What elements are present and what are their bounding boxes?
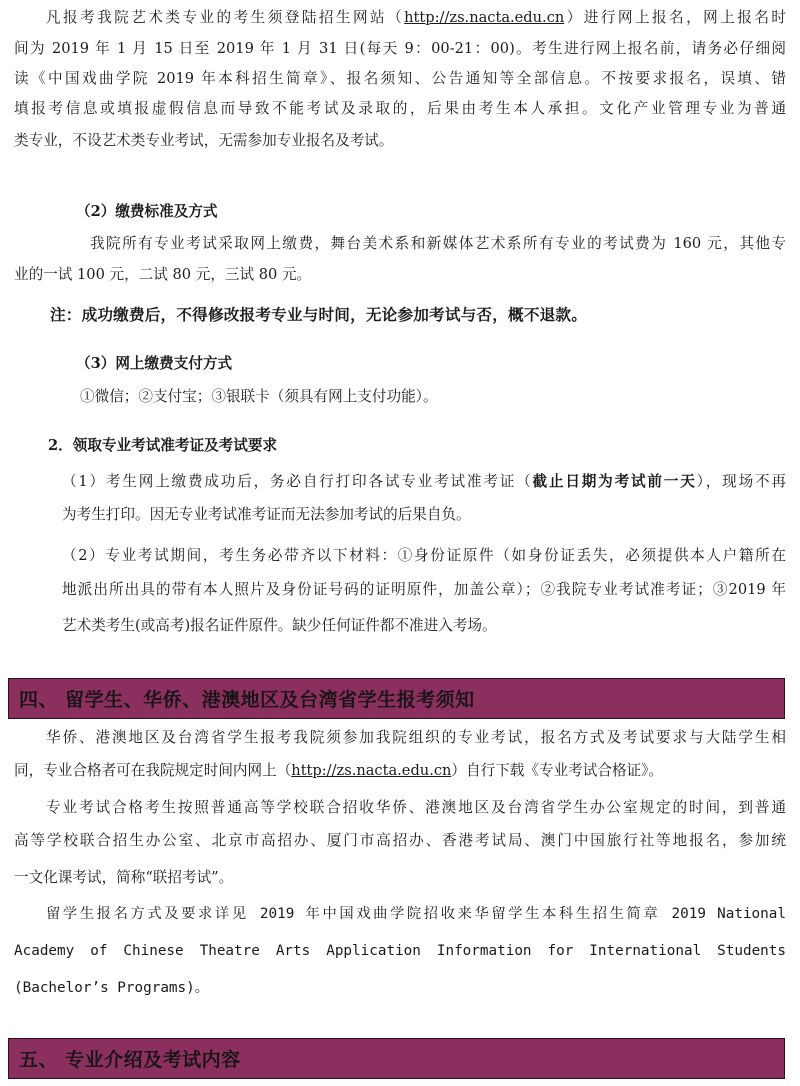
registration-paragraph-line-5: 类专业，不设艺术类专业考试，无需参加专业报名及考试。 bbox=[14, 132, 394, 149]
fee-paragraph-line-1: 我院所有专业考试采取网上缴费，舞台美术系和新媒体艺术系所有专业的考试费为 160 元，其他专 bbox=[90, 235, 786, 252]
payment-methods: ①微信；②支付宝；③银联卡（须具有网上支付功能）。 bbox=[80, 388, 438, 405]
registration-paragraph-line-4: 填报考信息或填报虚假信息而导致不能考试及录取的，后果由考生本人承担。文化产业管理专业为普通 bbox=[14, 100, 786, 117]
ticket-deadline-emphasis: 截止日期为考试前一天 bbox=[532, 473, 697, 490]
payment-heading: （3）网上缴费支付方式 bbox=[76, 355, 233, 372]
registration-paragraph-line-3: 读《中国戏曲学院 2019 年本科招生简章》、报名须知、公告通知等全部信息。不按要求报名，误填、错 bbox=[14, 70, 786, 87]
registration-paragraph-line-2: 间为 2019 年 1 月 15 日至 2019 年 1 月 31 日(每天 9：00-21：00)。考生进行网上报名前，请务必仔细阅 bbox=[14, 40, 786, 57]
certificate-download-link[interactable]: http://zs.nacta.edu.cn bbox=[291, 762, 452, 779]
section-four-header-bar bbox=[8, 678, 785, 719]
international-paragraph-line-2: Academy of Chinese Theatre Arts Application Information for International Students bbox=[14, 943, 786, 959]
international-paragraph-line-3: (Bachelor’s Programs)。 bbox=[14, 980, 210, 996]
fee-paragraph-line-2: 业的一试 100 元，二试 80 元，三试 80 元。 bbox=[14, 266, 312, 283]
registration-paragraph-line-1: 凡报考我院艺术类专业的考生须登陆招生网站（http://zs.nacta.edu.cn）进行网上报名，网上报名时 bbox=[46, 9, 786, 26]
overseas-paragraph-1-line-2: 同，专业合格者可在我院规定时间内网上（http://zs.nacta.edu.cn）自行下载《专业考试合格证》。 bbox=[14, 762, 664, 779]
ticket-requirement-2-line-1: （2）专业考试期间，考生务必带齐以下材料：①身份证原件（如身份证丢失，必须提供本人户籍所在 bbox=[62, 547, 786, 564]
section-five-title: 五、 专业介绍及考试内容 bbox=[19, 1049, 241, 1071]
ticket-requirement-1-line-2: 为考生打印。因无专业考试准考证而无法参加考试的后果自负。 bbox=[62, 506, 471, 523]
overseas-paragraph-2-line-3: 一文化课考试，简称“联招考试”。 bbox=[14, 869, 234, 886]
overseas-paragraph-2-line-1: 专业考试合格考生按照普通高等学校联合招收华侨、港澳地区及台湾省学生办公室规定的时间，到普通 bbox=[46, 799, 786, 816]
overseas-paragraph-2-line-2: 高等学校联合招生办公室、北京市高招办、厦门市高招办、香港考试局、澳门中国旅行社等地报名，参加统 bbox=[14, 832, 786, 849]
section-four-title: 四、 留学生、华侨、港澳地区及台湾省学生报考须知 bbox=[19, 689, 475, 711]
registration-website-link[interactable]: http://zs.nacta.edu.cn bbox=[404, 9, 565, 26]
international-paragraph-line-1: 留学生报名方式及要求详见 2019 年中国戏曲学院招收来华留学生本科生招生简章 2019 National bbox=[46, 906, 786, 922]
ticket-requirement-2-line-2: 地派出所出具的带有本人照片及身份证号码的证明原件，加盖公章）；②我院专业考试准考证；③2019 年 bbox=[62, 581, 786, 598]
ticket-requirement-2-line-3: 艺术类考生(或高考)报名证件原件。缺少任何证件都不准进入考场。 bbox=[62, 617, 497, 634]
ticket-requirement-1-line-1: （1）考生网上缴费成功后，务必自行打印各试专业考试准考证（截止日期为考试前一天），现场不再 bbox=[62, 473, 786, 490]
admission-ticket-heading: 2．领取专业考试准考证及考试要求 bbox=[48, 437, 278, 454]
overseas-paragraph-1-line-1: 华侨、港澳地区及台湾省学生报考我院须参加我院组织的专业考试，报名方式及考试要求与大陆学生相 bbox=[46, 729, 786, 746]
section-five-header-bar bbox=[8, 1038, 785, 1079]
fee-heading: （2）缴费标准及方式 bbox=[76, 203, 218, 220]
refund-note: 注：成功缴费后，不得修改报考专业与时间，无论参加考试与否，概不退款。 bbox=[50, 305, 587, 324]
